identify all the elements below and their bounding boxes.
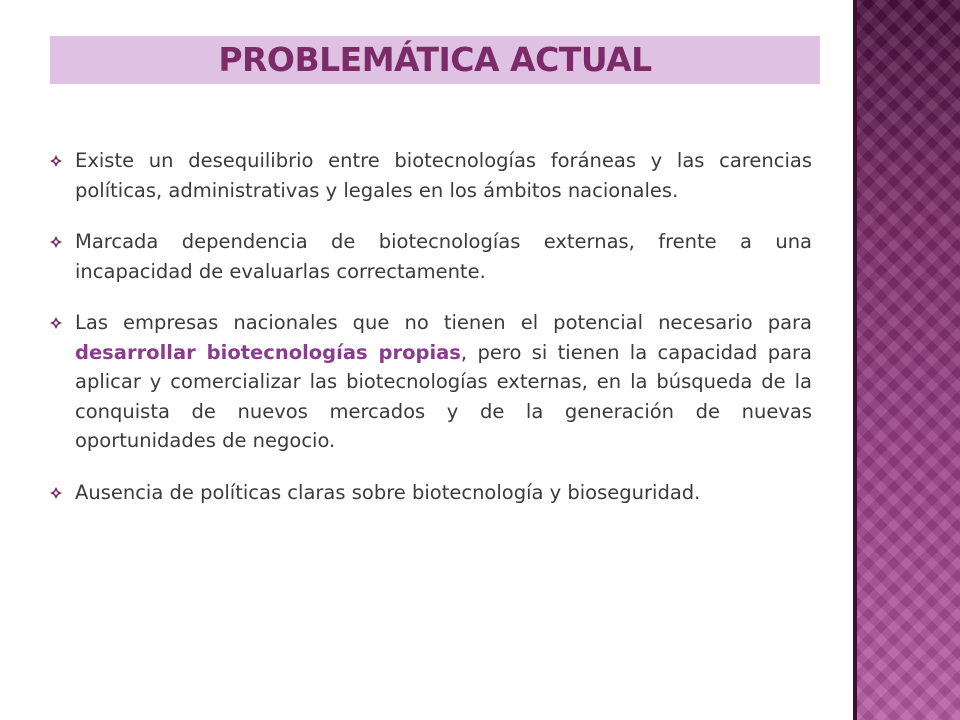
bullet-item — [50, 478, 812, 508]
bullet-text: Ausencia de políticas claras sobre biotecnología y bioseguridad. — [75, 480, 701, 504]
diamond-bullet-icon — [50, 487, 62, 499]
diamond-bullet-icon — [50, 317, 62, 329]
bullet-item — [50, 308, 812, 456]
bullet-text: Marcada dependencia de biotecnologías externas, frente a una incapacidad de evaluarlas correctamente. — [75, 230, 812, 283]
diamond-bullet-icon — [50, 155, 62, 167]
title-bar — [50, 36, 820, 84]
diamond-bullet-icon — [50, 236, 62, 248]
decorative-sidebar — [853, 0, 960, 720]
bullet-text-after: , pero si tienen la capacidad para aplicar y comercializar las biotecnologías externas, en la búsqueda de la conquista de nuevos mercados y de la generación de nuevas oportunidades de negocio. — [75, 340, 813, 452]
bullet-text: Existe un desequilibrio entre biotecnologías foráneas y las carencias políticas, administrativas y legales en los ámbitos nacionales. — [75, 149, 812, 202]
bullet-text-before: Las empresas nacionales que no tienen el potencial necesario para — [75, 311, 812, 334]
bullet-item — [50, 227, 812, 286]
sidebar-edge — [853, 0, 857, 720]
bullet-highlight: desarrollar biotecnologías propias — [75, 340, 461, 364]
bullet-item — [50, 146, 812, 205]
slide-title: PROBLEMÁTICA ACTUAL — [218, 40, 652, 79]
bullet-list — [50, 146, 812, 507]
